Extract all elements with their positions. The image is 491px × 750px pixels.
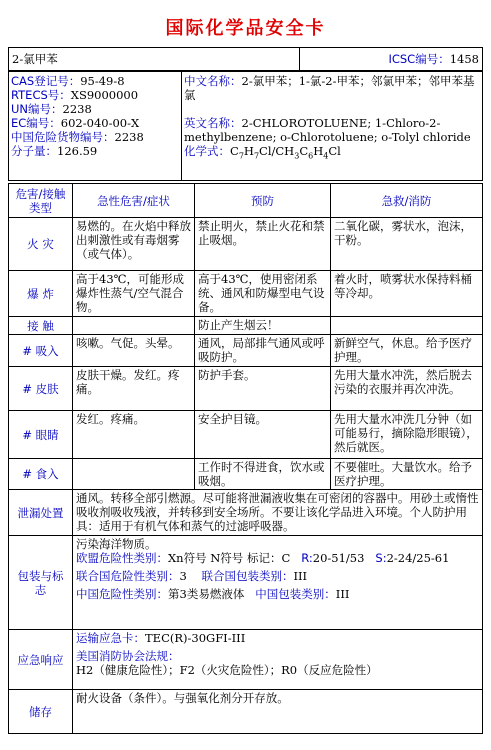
row-aid: 先用大量水冲洗几分钟（如可能易行，摘除隐形眼镜），然后就医。 bbox=[331, 411, 483, 459]
cn-pack-value: III bbox=[335, 587, 350, 601]
cas-value: 95-49-8 bbox=[80, 74, 125, 88]
emergency-label: 应急响应 bbox=[9, 630, 73, 690]
table-row bbox=[9, 411, 483, 459]
row-hazard: 发红。疼痛。 bbox=[73, 411, 195, 459]
formula-value: $C_7H_7Cl/CH_3C_6H_4Cl$ bbox=[230, 144, 341, 161]
packaging-line1: 污染海洋物质。 bbox=[76, 537, 157, 551]
spill-row bbox=[9, 490, 483, 536]
transport-label: 运输应急卡： bbox=[76, 631, 145, 645]
row-prevent: 高于43℃，使用密闭系统、通风和防爆型电气设备。 bbox=[195, 271, 331, 317]
ec-value: 602-040-00-X bbox=[60, 116, 140, 130]
s-phrase-value: 2-24/25-61 bbox=[386, 551, 450, 565]
chemical-name: 2-氯甲苯 bbox=[9, 48, 300, 71]
un-pack-label: 联合国包装类别： bbox=[201, 569, 294, 583]
cn-class-value: 第3类易燃液体 bbox=[168, 587, 245, 601]
cn-dg-line bbox=[11, 130, 179, 144]
row-hazard bbox=[73, 459, 195, 490]
en-name-label: 英文名称： bbox=[184, 116, 242, 130]
card-title: 国际化学品安全卡 bbox=[165, 18, 326, 39]
cn-dg-label: 中国危险货物编号： bbox=[11, 130, 115, 144]
packaging-row bbox=[9, 536, 483, 630]
mw-label: 分子量： bbox=[11, 144, 57, 158]
row-prevent: 防止产生烟云！ bbox=[195, 317, 331, 335]
un-value: 2238 bbox=[62, 102, 92, 116]
nfpa-label: 美国消防协会法规： bbox=[76, 649, 180, 663]
icsc-cell bbox=[300, 48, 483, 71]
storage-text: 耐火设备（条件）。与强氧化剂分开存放。 bbox=[73, 690, 483, 734]
row-hazard: 易燃的。在火焰中释放出刺激性或有毒烟雾（或气体）。 bbox=[73, 218, 195, 271]
row-prevent: 防护手套。 bbox=[195, 367, 331, 411]
r-phrase-label: R: bbox=[301, 551, 313, 565]
mw-line bbox=[11, 144, 179, 158]
un-line bbox=[11, 102, 179, 116]
table-row bbox=[9, 459, 483, 490]
icsc-label: ICSC编号： bbox=[388, 52, 450, 66]
cn-class-label: 中国危险性类别： bbox=[76, 587, 168, 601]
cn-pack-label: 中国包装类别： bbox=[255, 587, 336, 601]
transport-value: TEC(R)-30GFI-III bbox=[145, 631, 246, 645]
eu-class-value: Xn符号 N符号 标记：C bbox=[168, 551, 291, 565]
storage-row bbox=[9, 690, 483, 734]
row-aid: 二氧化碳，雾状水，泡沫，干粉。 bbox=[331, 218, 483, 271]
r-phrase-value: 20-51/53 bbox=[312, 551, 365, 565]
row-type: # 眼睛 bbox=[9, 411, 73, 459]
row-hazard: 高于43℃，可能形成爆炸性蒸气/空气混合物。 bbox=[73, 271, 195, 317]
col-prevent: 预防 bbox=[195, 184, 331, 218]
packaging-label: 包装与标志 bbox=[9, 536, 73, 630]
table-row bbox=[9, 335, 483, 367]
card-header bbox=[8, 47, 483, 71]
cn-dg-value: 2238 bbox=[114, 130, 144, 144]
transport-line bbox=[76, 631, 479, 645]
packaging-content bbox=[73, 536, 483, 630]
cn-class-line bbox=[76, 587, 479, 601]
nfpa-line bbox=[76, 649, 479, 677]
table-row bbox=[9, 367, 483, 411]
row-prevent: 禁止明火，禁止火花和禁止吸烟。 bbox=[195, 218, 331, 271]
col-hazard: 急性危害/症状 bbox=[73, 184, 195, 218]
row-aid bbox=[331, 317, 483, 335]
eu-class-label: 欧盟危险性类别： bbox=[76, 551, 168, 565]
col-aid: 急救/消防 bbox=[331, 184, 483, 218]
rtecs-value: XS9000000 bbox=[70, 88, 139, 102]
row-type: 接 触 bbox=[9, 317, 73, 335]
row-aid: 着火时，喷雾状水保持料桶等冷却。 bbox=[331, 271, 483, 317]
ec-label: EC编号： bbox=[11, 116, 61, 130]
row-hazard: 咳嗽。气促。头晕。 bbox=[73, 335, 195, 367]
identity-right bbox=[182, 72, 483, 181]
row-type: 火 灾 bbox=[9, 218, 73, 271]
row-type: # 吸入 bbox=[9, 335, 73, 367]
cn-name-value: 2-氯甲苯；1-氯-2-甲苯；邻氯甲苯；邻甲苯基氯 bbox=[184, 74, 475, 102]
row-prevent: 工作时不得进食，饮水或吸烟。 bbox=[195, 459, 331, 490]
spill-label: 泄漏处置 bbox=[9, 490, 73, 536]
row-aid: 先用大量水冲洗，然后脱去污染的衣服并再次冲洗。 bbox=[331, 367, 483, 411]
mw-value: 126.59 bbox=[57, 144, 98, 158]
identity-left bbox=[9, 72, 182, 181]
formula-line bbox=[184, 144, 480, 163]
spill-text: 通风。转移全部引燃源。尽可能将泄漏液收集在可密闭的容器中。用砂土或惰性吸收剂吸收残液，并转移到安全场所。不要让该化学品进入环境。个人防护用具：适用于有机气体和蒸气的过滤呼吸器。 bbox=[73, 490, 483, 536]
rtecs-label: RTECS号： bbox=[11, 88, 71, 102]
hazard-header-row bbox=[9, 184, 483, 218]
storage-label: 储存 bbox=[9, 690, 73, 734]
eu-class-line bbox=[76, 551, 479, 565]
row-prevent: 通风，局部排气通风或呼吸防护。 bbox=[195, 335, 331, 367]
un-label: UN编号： bbox=[11, 102, 63, 116]
row-hazard: 皮肤干燥。发红。疼痛。 bbox=[73, 367, 195, 411]
row-aid: 新鲜空气，休息。给予医疗护理。 bbox=[331, 335, 483, 367]
emergency-content bbox=[73, 630, 483, 690]
table-row bbox=[9, 218, 483, 271]
row-prevent: 安全护目镜。 bbox=[195, 411, 331, 459]
nfpa-value: H2（健康危险性）；F2（火灾危险性）；R0（反应危险性） bbox=[76, 663, 378, 677]
hazard-table bbox=[8, 183, 483, 734]
rtecs-line bbox=[11, 88, 179, 102]
un-class-label: 联合国危险性类别： bbox=[76, 569, 180, 583]
un-pack-value: III bbox=[293, 569, 308, 583]
identity-table bbox=[8, 71, 483, 181]
cn-name-line bbox=[184, 74, 480, 102]
table-row bbox=[9, 271, 483, 317]
un-class-line bbox=[76, 569, 479, 583]
en-name-value: 2-CHLOROTOLUENE; 1-Chloro-2-methylbenzene; o-Chlorotoluene; o-Tolyl chloride bbox=[184, 116, 471, 144]
table-row bbox=[9, 317, 483, 335]
row-type: # 食入 bbox=[9, 459, 73, 490]
cas-line bbox=[11, 74, 179, 88]
emergency-row bbox=[9, 630, 483, 690]
en-name-line bbox=[184, 116, 480, 144]
cas-label: CAS登记号： bbox=[11, 74, 81, 88]
icsc-number: 1458 bbox=[449, 52, 479, 66]
formula-label: 化学式： bbox=[184, 144, 230, 158]
un-class-value: 3 bbox=[179, 569, 187, 583]
ec-line bbox=[11, 116, 179, 130]
col-type: 危害/接触类型 bbox=[9, 184, 73, 218]
row-hazard bbox=[73, 317, 195, 335]
cn-name-label: 中文名称： bbox=[184, 74, 242, 88]
row-aid: 不要催吐。大量饮水。给予医疗护理。 bbox=[331, 459, 483, 490]
s-phrase-label: S: bbox=[375, 551, 387, 565]
row-type: 爆 炸 bbox=[9, 271, 73, 317]
row-type: # 皮肤 bbox=[9, 367, 73, 411]
